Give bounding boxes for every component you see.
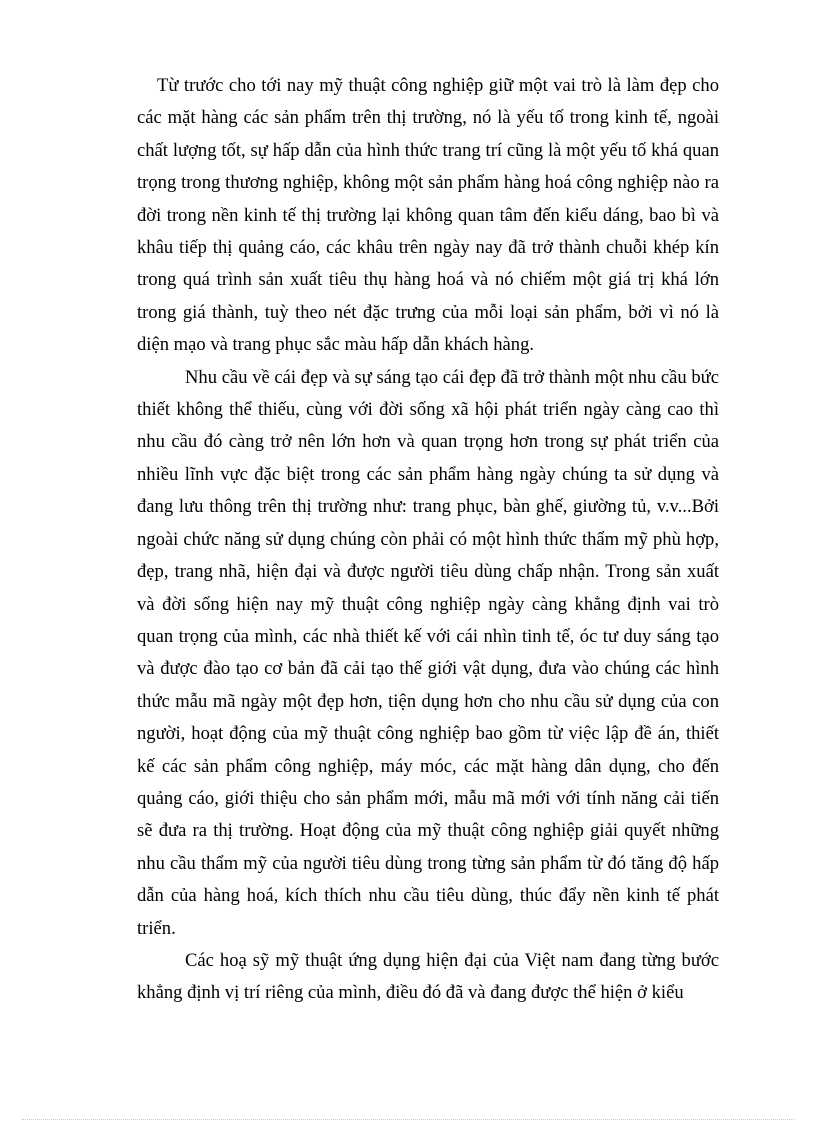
body-text bbox=[137, 70, 719, 1010]
page-bottom-divider bbox=[22, 1119, 794, 1120]
paragraph-3: Các hoạ sỹ mỹ thuật ứng dụng hiện đại của Việt nam đang từng bước khẳng định vị trí riêng của mình, điều đó đã và đang được thể hiện ở kiểu bbox=[137, 949, 719, 1004]
paragraph-2: Nhu cầu về cái đẹp và sự sáng tạo cái đẹp đã trở thành một nhu cầu bức thiết không thể thiếu, cùng với đời sống xã hội phát triển ngày càng cao thì nhu cầu đó càng trở nên lớn hơn và quan trọng hơn trong sự phát triển của nhiều lĩnh vực đặc biệt trong các sản phẩm hàng ngày chúng ta sử dụng và đang lưu thông trên thị trường như: trang phục, bàn ghế, giường tủ, v.v...Bởi ngoài chức năng sử dụng chúng còn phải có một hình thức thẩm mỹ phù hợp, đẹp, trang nhã, hiện đại và được người tiêu dùng chấp nhận. Trong sản xuất và đời sống hiện nay mỹ thuật công nghiệp ngày càng khẳng định vai trò quan trọng của mình, các nhà thiết kế với cái nhìn tinh tế, óc tư duy sáng tạo và được đào tạo cơ bản đã cải tạo thế giới vật dụng, đưa vào chúng các hình thức mẫu mã ngày một đẹp hơn, tiện dụng hơn cho nhu cầu sử dụng của con người, hoạt động của mỹ thuật công nghiệp bao gồm từ việc lập đề án, thiết kế các sản phẩm công nghiệp, máy móc, các mặt hàng dân dụng, cho đến quảng cáo, giới thiệu cho sản phẩm mới, mẫu mã mới với tính năng cải tiến sẽ đưa ra thị trường. Hoạt động của mỹ thuật công nghiệp giải quyết những nhu cầu thẩm mỹ của người tiêu dùng trong từng sản phẩm từ đó tăng độ hấp dẫn của hàng hoá, kích thích nhu cầu tiêu dùng, thúc đẩy nền kinh tế phát triển. bbox=[137, 366, 719, 939]
paragraph-1: Từ trước cho tới nay mỹ thuật công nghiệp giữ một vai trò là làm đẹp cho các mặt hàng các sản phẩm trên thị trường, nó là yếu tố trong kinh tế, ngoài chất lượng tốt, sự hấp dẫn của hình thức trang trí cũng là một yếu tố khá quan trọng trong thương nghiệp, không một sản phẩm hàng hoá công nghiệp nào ra đời trong nền kinh tế thị trường lại không quan tâm đến kiểu dáng, bao bì và khâu tiếp thị quảng cáo, các khâu trên ngày nay đã trở thành chuỗi khép kín trong quá trình sản xuất tiêu thụ hàng hoá và nó chiếm một giá trị khá lớn trong giá thành, tuỳ theo nét đặc trưng của mỗi loại sản phẩm, bởi vì nó là diện mạo và trang phục sắc màu hấp dẫn khách hàng. bbox=[137, 75, 719, 356]
